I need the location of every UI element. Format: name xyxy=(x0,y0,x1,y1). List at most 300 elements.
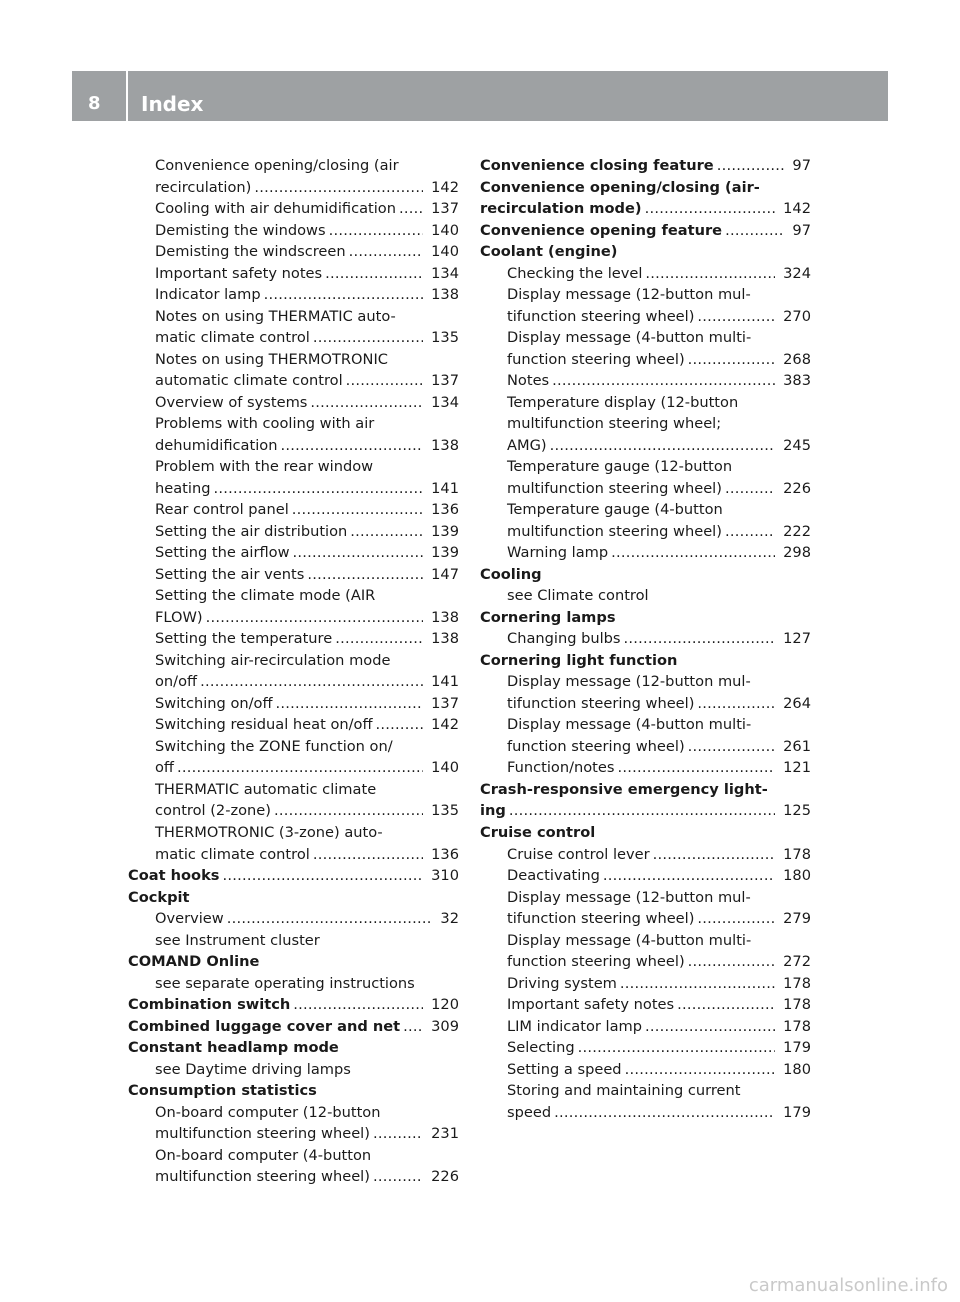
index-heading xyxy=(128,994,459,1016)
entry-text: Setting the climate mode (AIR xyxy=(155,587,376,605)
entry-text: LIM indicator lamp xyxy=(507,1017,643,1035)
page-reference: 264 xyxy=(783,694,811,712)
dot-leader xyxy=(174,757,423,779)
section-title: Index xyxy=(141,92,204,116)
index-entry xyxy=(480,736,811,758)
page-reference: 222 xyxy=(783,522,811,540)
index-entry xyxy=(128,693,459,715)
entry-text: Crash-responsive emergency light- xyxy=(480,780,768,798)
dot-leader xyxy=(277,435,423,457)
entry-text: heating xyxy=(155,479,211,497)
page-reference: 270 xyxy=(783,307,811,325)
index-entry xyxy=(480,370,811,392)
index-entry xyxy=(128,757,459,779)
dot-leader xyxy=(621,628,776,650)
entry-text: Function/notes xyxy=(507,759,615,777)
page-reference: 139 xyxy=(431,544,459,562)
page-reference: 140 xyxy=(431,243,459,261)
page-reference: 135 xyxy=(431,329,459,347)
page-reference: 137 xyxy=(431,200,459,218)
entry-text: dehumidification xyxy=(155,436,278,454)
index-heading xyxy=(128,951,459,973)
page-reference: 324 xyxy=(783,264,811,282)
index-entry xyxy=(480,1059,811,1081)
page-reference: 138 xyxy=(431,436,459,454)
entry-text: Cruise control xyxy=(480,823,596,841)
dot-leader xyxy=(273,693,424,715)
index-entry xyxy=(128,564,459,586)
entry-text: Demisting the windows xyxy=(155,221,326,239)
page-reference: 147 xyxy=(431,565,459,583)
entry-text: on/off xyxy=(155,673,198,691)
dot-leader xyxy=(642,263,775,285)
entry-text: speed xyxy=(507,1103,552,1121)
index-entry xyxy=(480,908,811,930)
page-reference: 140 xyxy=(431,759,459,777)
dot-leader xyxy=(290,542,424,564)
entry-text: Problems with cooling with air xyxy=(155,415,375,433)
page-reference: 120 xyxy=(431,996,459,1014)
index-entry xyxy=(128,930,459,952)
entry-text: Switching the ZONE function on/ xyxy=(155,737,393,755)
page-reference: 178 xyxy=(783,1017,811,1035)
entry-text: Notes xyxy=(507,372,550,390)
dot-leader xyxy=(326,220,424,242)
entry-text: Display message (12-button mul- xyxy=(507,673,751,691)
index-entry xyxy=(128,241,459,263)
index-entry xyxy=(128,1166,459,1188)
entry-text: matic climate control xyxy=(155,329,310,347)
index-entry xyxy=(480,693,811,715)
dot-leader xyxy=(694,908,775,930)
entry-text: Cockpit xyxy=(128,888,190,906)
index-entry xyxy=(128,370,459,392)
entry-text: Setting a speed xyxy=(507,1060,622,1078)
page-reference: 180 xyxy=(783,867,811,885)
entry-text: Important safety notes xyxy=(155,264,323,282)
entry-text: Notes on using THERMOTRONIC xyxy=(155,350,388,368)
entry-text: Combination switch xyxy=(128,996,291,1014)
index-entry xyxy=(480,456,811,478)
index-entry xyxy=(128,478,459,500)
dot-leader xyxy=(346,241,424,263)
page-reference: 138 xyxy=(431,630,459,648)
dot-leader xyxy=(370,1166,423,1188)
index-entry xyxy=(480,585,811,607)
entry-text: tifunction steering wheel) xyxy=(507,910,695,928)
page-reference: 310 xyxy=(431,867,459,885)
entry-text: Driving system xyxy=(507,974,617,992)
page-reference: 226 xyxy=(783,479,811,497)
index-heading xyxy=(128,887,459,909)
entry-text: Display message (4-button multi- xyxy=(507,931,752,949)
index-entry xyxy=(480,671,811,693)
entry-text: Display message (4-button multi- xyxy=(507,716,752,734)
entry-text: tifunction steering wheel) xyxy=(507,694,695,712)
index-entry xyxy=(128,1102,459,1124)
entry-text: Overview of systems xyxy=(155,393,308,411)
index-heading xyxy=(480,564,811,586)
dot-leader xyxy=(622,1059,776,1081)
entry-text: automatic climate control xyxy=(155,372,343,390)
index-heading xyxy=(128,1080,459,1102)
page-reference: 178 xyxy=(783,845,811,863)
dot-leader xyxy=(396,198,423,220)
index-entry xyxy=(480,306,811,328)
index-entry xyxy=(128,585,459,607)
index-entry xyxy=(480,973,811,995)
page-reference: 136 xyxy=(431,501,459,519)
entry-text: Cooling with air dehumidification xyxy=(155,200,396,218)
dot-leader xyxy=(650,844,776,866)
page-reference: 226 xyxy=(431,1168,459,1186)
dot-leader xyxy=(289,499,423,521)
index-entry xyxy=(128,736,459,758)
entry-text: Setting the temperature xyxy=(155,630,333,648)
entry-text: tifunction steering wheel) xyxy=(507,307,695,325)
page-reference: 139 xyxy=(431,522,459,540)
entry-text: recirculation) xyxy=(155,178,252,196)
index-entry xyxy=(128,973,459,995)
entry-text: Display message (12-button mul- xyxy=(507,888,751,906)
entry-text: Warning lamp xyxy=(507,544,609,562)
page-reference: 138 xyxy=(431,286,459,304)
entry-text: see Climate control xyxy=(507,587,649,605)
dot-leader xyxy=(600,865,775,887)
page-reference: 141 xyxy=(431,479,459,497)
index-entry xyxy=(128,908,459,930)
dot-leader xyxy=(307,392,423,414)
entry-text: multifunction steering wheel; xyxy=(507,415,722,433)
page-reference: 309 xyxy=(431,1017,459,1035)
index-heading xyxy=(128,1037,459,1059)
dot-leader xyxy=(547,435,776,457)
dot-leader xyxy=(617,973,775,995)
entry-text: function steering wheel) xyxy=(507,953,685,971)
index-entry xyxy=(128,435,459,457)
page-reference: 32 xyxy=(440,910,459,928)
dot-leader xyxy=(608,542,775,564)
entry-text: Convenience opening/closing (air- xyxy=(480,178,760,196)
index-heading xyxy=(480,177,811,199)
entry-text: Deactivating xyxy=(507,867,600,885)
dot-leader xyxy=(714,155,785,177)
dot-leader xyxy=(210,478,423,500)
entry-text: Display message (12-button mul- xyxy=(507,286,751,304)
index-entry xyxy=(480,349,811,371)
entry-text: Notes on using THERMATIC auto- xyxy=(155,307,396,325)
dot-leader xyxy=(694,306,775,328)
index-entry xyxy=(128,521,459,543)
index-entry xyxy=(480,284,811,306)
index-heading xyxy=(480,220,811,242)
entry-text: Temperature display (12-button xyxy=(507,393,739,411)
entry-text: Changing bulbs xyxy=(507,630,621,648)
index-entry xyxy=(128,349,459,371)
index-entry xyxy=(480,757,811,779)
index-entry xyxy=(480,951,811,973)
entry-text: Setting the air vents xyxy=(155,565,305,583)
index-entry xyxy=(128,499,459,521)
dot-leader xyxy=(642,198,776,220)
page-reference: 141 xyxy=(431,673,459,691)
index-column-left xyxy=(128,155,459,1188)
dot-leader xyxy=(224,908,433,930)
dot-leader xyxy=(310,327,423,349)
index-heading xyxy=(480,800,811,822)
dot-leader xyxy=(551,1102,775,1124)
entry-text: Indicator lamp xyxy=(155,286,261,304)
dot-leader xyxy=(322,263,423,285)
index-entry xyxy=(480,499,811,521)
index-entry xyxy=(480,1102,811,1124)
dot-leader xyxy=(506,800,775,822)
entry-text: Rear control panel xyxy=(155,501,289,519)
entry-text: control (2-zone) xyxy=(155,802,271,820)
entry-text: multifunction steering wheel) xyxy=(155,1168,370,1186)
entry-text: recirculation mode) xyxy=(480,200,642,218)
entry-text: Setting the air distribution xyxy=(155,522,348,540)
index-entry xyxy=(128,198,459,220)
entry-text: Storing and maintaining current xyxy=(507,1082,741,1100)
index-entry xyxy=(128,607,459,629)
entry-text: Constant headlamp mode xyxy=(128,1039,339,1057)
index-entry xyxy=(128,1145,459,1167)
index-entry xyxy=(480,521,811,543)
page-reference: 97 xyxy=(792,221,811,239)
index-entry xyxy=(128,327,459,349)
index-entry xyxy=(128,177,459,199)
index-entry xyxy=(480,865,811,887)
dot-leader xyxy=(197,671,423,693)
page-reference: 178 xyxy=(783,996,811,1014)
page-reference: 179 xyxy=(783,1039,811,1057)
entry-text: Cruise control lever xyxy=(507,845,650,863)
entry-text: function steering wheel) xyxy=(507,737,685,755)
entry-text: AMG) xyxy=(507,436,547,454)
index-heading xyxy=(128,865,459,887)
index-entry xyxy=(128,822,459,844)
index-entry xyxy=(128,306,459,328)
entry-text: see Instrument cluster xyxy=(155,931,320,949)
dot-leader xyxy=(373,714,424,736)
page-reference: 138 xyxy=(431,608,459,626)
index-heading xyxy=(128,1016,459,1038)
entry-text: THERMOTRONIC (3-zone) auto- xyxy=(155,823,383,841)
dot-leader xyxy=(642,1016,775,1038)
index-entry xyxy=(128,779,459,801)
entry-text: THERMATIC automatic climate xyxy=(155,780,377,798)
entry-text: Switching air-recirculation mode xyxy=(155,651,391,669)
page-reference: 142 xyxy=(783,200,811,218)
index-entry xyxy=(128,628,459,650)
dot-leader xyxy=(251,177,423,199)
index-entry xyxy=(128,392,459,414)
entry-text: off xyxy=(155,759,174,777)
page-reference: 140 xyxy=(431,221,459,239)
index-heading xyxy=(480,779,811,801)
entry-text: multifunction steering wheel) xyxy=(507,479,722,497)
entry-text: COMAND Online xyxy=(128,953,260,971)
entry-text: Convenience opening feature xyxy=(480,221,723,239)
watermark: carmanualsonline.info xyxy=(748,1275,948,1296)
entry-text: On-board computer (4-button xyxy=(155,1146,372,1164)
dot-leader xyxy=(575,1037,776,1059)
index-heading xyxy=(480,155,811,177)
index-entry xyxy=(480,887,811,909)
entry-text: Overview xyxy=(155,910,224,928)
entry-text: Coolant (engine) xyxy=(480,243,618,261)
index-heading xyxy=(480,198,811,220)
dot-leader xyxy=(722,220,784,242)
page-reference: 178 xyxy=(783,974,811,992)
dot-leader xyxy=(674,994,775,1016)
page-reference: 134 xyxy=(431,264,459,282)
page-reference: 136 xyxy=(431,845,459,863)
entry-text: Selecting xyxy=(507,1039,575,1057)
page-reference: 137 xyxy=(431,694,459,712)
dot-leader xyxy=(722,478,775,500)
page-reference: 134 xyxy=(431,393,459,411)
entry-text: Display message (4-button multi- xyxy=(507,329,752,347)
index-entry xyxy=(128,155,459,177)
entry-text: function steering wheel) xyxy=(507,350,685,368)
dot-leader xyxy=(343,370,423,392)
dot-leader xyxy=(549,370,775,392)
dot-leader xyxy=(271,800,423,822)
dot-leader xyxy=(290,994,423,1016)
entry-text: multifunction steering wheel) xyxy=(507,522,722,540)
page-reference: 383 xyxy=(783,372,811,390)
page-reference: 179 xyxy=(783,1103,811,1121)
index-column-right xyxy=(480,155,811,1123)
entry-text: Switching on/off xyxy=(155,694,273,712)
entry-text: Temperature gauge (4-button xyxy=(507,501,723,519)
index-entry xyxy=(128,1123,459,1145)
page-reference: 142 xyxy=(431,716,459,734)
index-entry xyxy=(480,435,811,457)
page-reference: 268 xyxy=(783,350,811,368)
index-entry xyxy=(128,220,459,242)
entry-text: Cooling xyxy=(480,565,542,583)
page-reference: 261 xyxy=(783,737,811,755)
page-reference: 127 xyxy=(783,630,811,648)
index-entry xyxy=(480,1016,811,1038)
page-reference: 142 xyxy=(431,178,459,196)
index-entry xyxy=(480,478,811,500)
index-entry xyxy=(128,714,459,736)
dot-leader xyxy=(332,628,423,650)
entry-text: Consumption statistics xyxy=(128,1082,317,1100)
dot-leader xyxy=(347,521,423,543)
dot-leader xyxy=(685,349,776,371)
entry-text: see Daytime driving lamps xyxy=(155,1060,351,1078)
page-reference: 121 xyxy=(783,759,811,777)
dot-leader xyxy=(694,693,775,715)
index-heading xyxy=(480,607,811,629)
dot-leader xyxy=(304,564,423,586)
index-heading xyxy=(480,822,811,844)
index-entry xyxy=(128,800,459,822)
header-divider xyxy=(126,71,128,121)
index-entry xyxy=(480,392,811,414)
dot-leader xyxy=(614,757,775,779)
index-entry xyxy=(480,994,811,1016)
index-entry xyxy=(480,930,811,952)
page-reference: 137 xyxy=(431,372,459,390)
index-heading xyxy=(480,650,811,672)
dot-leader xyxy=(261,284,424,306)
page-reference: 97 xyxy=(792,157,811,174)
index-entry xyxy=(128,844,459,866)
page-reference: 180 xyxy=(783,1060,811,1078)
page-reference: 279 xyxy=(783,910,811,928)
index-entry xyxy=(480,263,811,285)
index-entry xyxy=(480,1080,811,1102)
index-entry xyxy=(480,327,811,349)
dot-leader xyxy=(203,607,424,629)
entry-text: multifunction steering wheel) xyxy=(155,1125,370,1143)
index-entry xyxy=(128,671,459,693)
entry-text: FLOW) xyxy=(155,608,203,626)
entry-text: see separate operating instructions xyxy=(155,974,415,992)
entry-text: Checking the level xyxy=(507,264,643,282)
entry-text: Temperature gauge (12-button xyxy=(507,458,733,476)
page-reference: 231 xyxy=(431,1125,459,1143)
entry-text: Important safety notes xyxy=(507,996,675,1014)
entry-text: Coat hooks xyxy=(128,867,220,885)
index-entry xyxy=(480,1037,811,1059)
index-entry xyxy=(128,456,459,478)
entry-text: Problem with the rear window xyxy=(155,458,374,476)
index-entry xyxy=(480,413,811,435)
dot-leader xyxy=(685,951,776,973)
entry-text: On-board computer (12-button xyxy=(155,1103,381,1121)
entry-text: ing xyxy=(480,802,506,820)
index-entry xyxy=(128,650,459,672)
index-entry xyxy=(128,284,459,306)
index-entry xyxy=(480,844,811,866)
entry-text: Combined luggage cover and net xyxy=(128,1017,401,1035)
index-heading xyxy=(480,241,811,263)
dot-leader xyxy=(400,1016,423,1038)
entry-text: Switching residual heat on/off xyxy=(155,716,373,734)
dot-leader xyxy=(722,521,775,543)
index-entry xyxy=(128,542,459,564)
entry-text: Setting the airflow xyxy=(155,544,290,562)
entry-text: Convenience opening/closing (air xyxy=(155,157,399,174)
index-entry xyxy=(128,413,459,435)
index-entry xyxy=(480,542,811,564)
entry-text: Convenience closing feature xyxy=(480,157,714,174)
entry-text: Cornering lamps xyxy=(480,608,616,626)
index-entry xyxy=(128,1059,459,1081)
entry-text: matic climate control xyxy=(155,845,310,863)
index-entry xyxy=(128,263,459,285)
page-reference: 272 xyxy=(783,953,811,971)
entry-text: Cornering light function xyxy=(480,651,678,669)
entry-text: Demisting the windscreen xyxy=(155,243,346,261)
page-reference: 135 xyxy=(431,802,459,820)
page-reference: 245 xyxy=(783,436,811,454)
page-reference: 298 xyxy=(783,544,811,562)
page-number: 8 xyxy=(88,93,101,114)
index-entry xyxy=(480,714,811,736)
dot-leader xyxy=(310,844,423,866)
page-reference: 125 xyxy=(783,802,811,820)
dot-leader xyxy=(685,736,776,758)
index-entry xyxy=(480,628,811,650)
